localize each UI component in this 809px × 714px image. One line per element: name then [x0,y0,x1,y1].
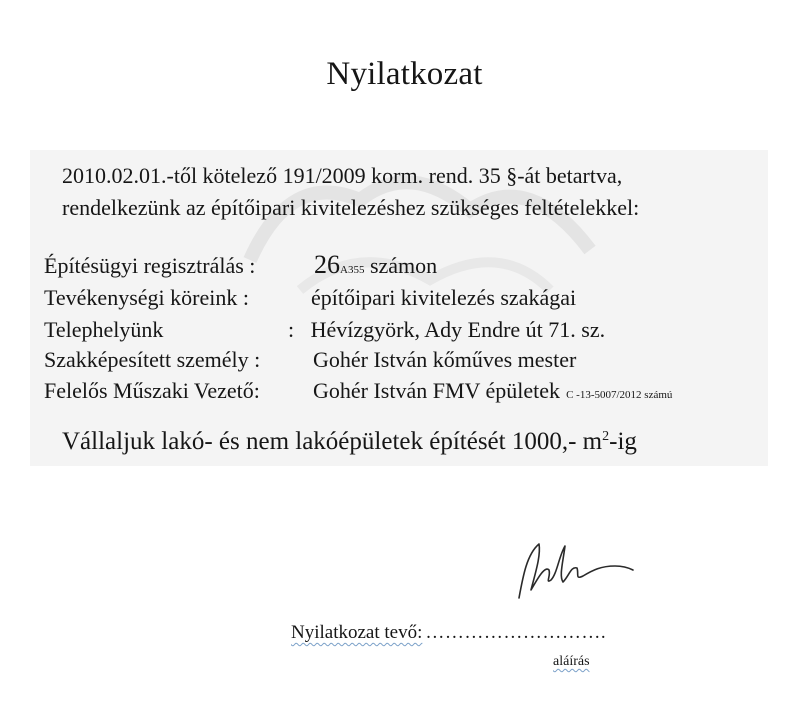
technical-lead-name: Gohér István FMV épületek [313,378,561,403]
handwritten-signature-icon [505,536,645,606]
registration-suffix: számon [364,253,438,278]
field-value-technical-lead [313,378,672,404]
intro-line-1: 2010.02.01.-től kötelező 191/2009 korm. rend. 35 §-át betartva, [62,163,623,188]
document-title: Nyilatkozat [326,56,483,92]
technical-lead-reference: C -13-5007/2012 számú [566,389,673,401]
registration-number: 26 [314,250,340,279]
field-value-registration [314,250,437,280]
intro-line-2: rendelkezünk az építőipari kivitelezéshez szükséges feltételekkel: [62,195,640,220]
statement-tail: -ig [609,428,637,455]
signer-label: Nyilatkozat tevő: [291,622,423,643]
field-value-activities: építőipari kivitelezés szakágai [311,285,577,310]
statement-superscript: 2 [602,429,610,444]
field-value-site: : Hévízgyörk, Ady Endre út 71. sz. [288,317,606,342]
signer-line [291,622,606,644]
field-label: Szakképesített személy : [44,347,261,372]
signature-caption: aláírás [553,654,590,669]
registration-code: A355 [340,264,365,276]
signature-dots: ………………………. [425,622,607,643]
field-label: Telephelyünk [44,317,164,342]
field-value-qualified-person: Gohér István kőműves mester [313,347,577,372]
field-label: Építésügyi regisztrálás : [44,253,256,278]
field-label: Tevékenységi köreink : [44,285,249,310]
statement-main: Vállaljuk lakó- és nem lakóépületek építését 1000,- m [62,428,603,455]
field-label: Felelős Műszaki Vezető: [44,378,260,403]
statement-line [62,428,637,456]
